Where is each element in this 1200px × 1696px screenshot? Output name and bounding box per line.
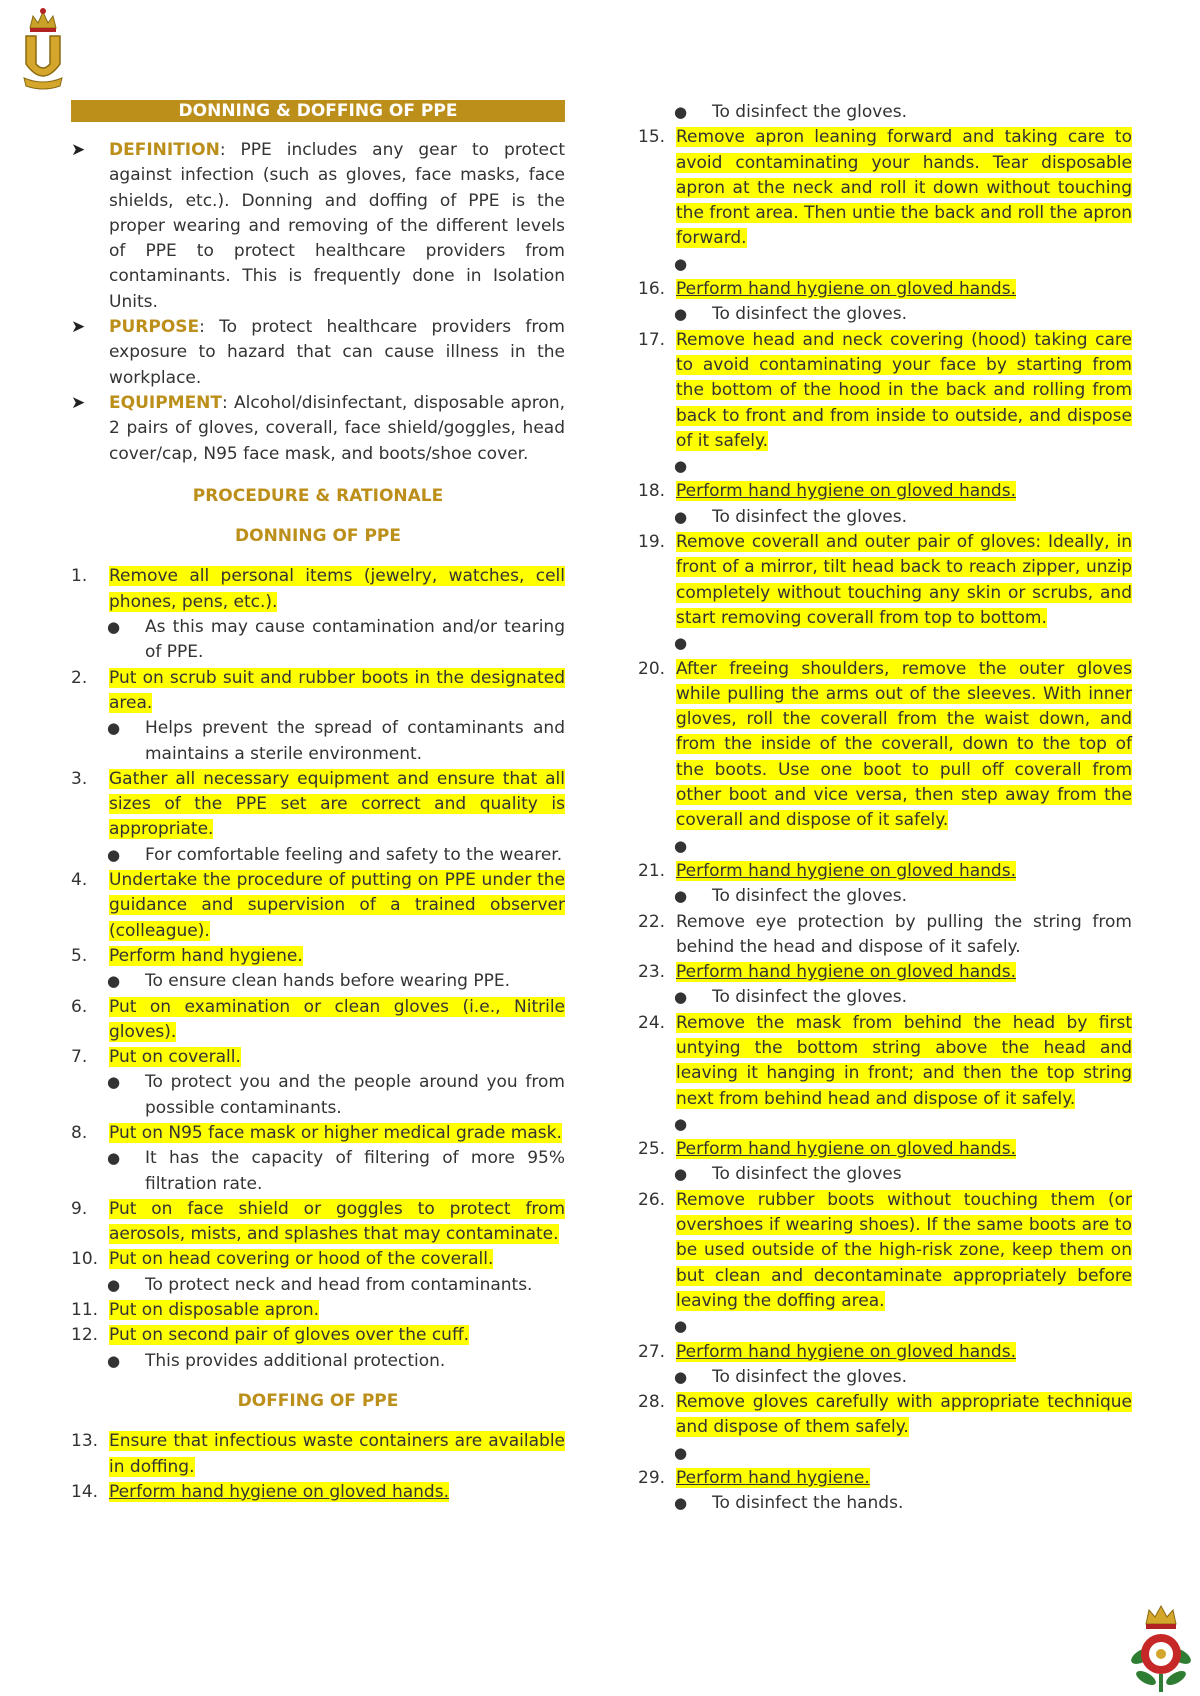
- empty-bullet: ●: [674, 1317, 688, 1336]
- definition-text: : PPE includes any gear to protect against infection (such as gloves, face masks, face shields, etc.). Donning and doffing of PPE is the proper wearing and removing of the different levels of PPE to protect healthcare providers from contaminants. This is frequently done in Isolation Units.: [109, 140, 565, 312]
- rationale-18: ● To disinfect the gloves.: [674, 506, 908, 527]
- step-6: 6. Put on examination or clean gloves (i.e., Nitrile gloves).: [71, 996, 565, 1042]
- step-3: 3. Gather all necessary equipment and ensure that all sizes of the PPE set are correct and quality is appropriate.: [71, 768, 565, 840]
- rationale-25: ● To disinfect the gloves: [674, 1164, 902, 1185]
- step-23: 23. Perform hand hygiene on gloved hands.: [638, 962, 1016, 983]
- rationale-23: ● To disinfect the gloves.: [674, 987, 908, 1008]
- arrow-bullet-icon: ➤: [71, 140, 86, 160]
- step-19: 19. Remove coverall and outer pair of gloves: Ideally, in front of a mirror, tilt head back to reach zipper, unzip completely without touching any skin or scrubs, and start removing coverall from top to bottom.: [638, 532, 1132, 628]
- step-29: 29. Perform hand hygiene.: [638, 1468, 870, 1489]
- empty-bullet: ●: [674, 634, 688, 653]
- rationale-16: ● To disinfect the gloves.: [674, 304, 908, 325]
- step-15: 15. Remove apron leaning forward and taking care to avoid contaminating your hands. Tear disposable apron at the neck and roll it down without touching the front area. Then untie the back and roll the apron forward.: [638, 127, 1132, 249]
- step-10: 10. Put on head covering or hood of the coverall.: [71, 1249, 494, 1270]
- empty-bullet: ●: [674, 836, 688, 855]
- step-24: 24. Remove the mask from behind the head by first untying the bottom string above the head and leaving it hanging in front; and then the top string next from behind head and dispose of it safely.: [638, 1012, 1132, 1109]
- empty-bullet: ●: [674, 1443, 688, 1462]
- step-12: 12. Put on second pair of gloves over the cuff.: [71, 1325, 470, 1346]
- arrow-bullet-icon: ➤: [71, 392, 86, 413]
- step-17: 17. Remove head and neck covering (hood) taking care to avoid contaminating your face by starting from the bottom of the hood in the back and rolling from back to front and from inside to outside, and dispose of it safely.: [638, 329, 1132, 451]
- step-8: 8. Put on N95 face mask or higher medical grade mask.: [71, 1122, 562, 1143]
- definition-label: DEFINITION: [109, 140, 220, 160]
- doffing-heading: DOFFING OF PPE: [237, 1390, 399, 1411]
- empty-bullet: ●: [674, 1114, 688, 1133]
- rationale-21: ● To disinfect the gloves.: [674, 886, 908, 907]
- step-26: 26. Remove rubber boots without touching them (or overshoes if wearing shoes). If the same boots are to be used outside of the high-risk zone, keep them on but clean and decontaminate appropriately before leaving the doffing area.: [638, 1189, 1132, 1311]
- equipment-text: : Alcohol/disinfectant, disposable apron, 2 pairs of gloves, coverall, face shield/goggles, head cover/cap, N95 face mask, and boots/shoe cover.: [109, 392, 565, 464]
- definition-item: [71, 138, 565, 315]
- university-crest-logo-icon: [20, 6, 66, 92]
- rationale-12: ● This provides additional protection.: [107, 1350, 446, 1371]
- rationale-29: ● To disinfect the hands.: [674, 1493, 904, 1514]
- tudor-rose-crown-emblem-icon: [1128, 1604, 1194, 1692]
- step-1: 1. Remove all personal items (jewelry, watches, cell phones, pens, etc.).: [71, 566, 565, 612]
- donning-heading: DONNING OF PPE: [235, 526, 401, 547]
- step-25: 25. Perform hand hygiene on gloved hands.: [638, 1139, 1016, 1160]
- step-14: 14. Perform hand hygiene on gloved hands.: [71, 1481, 449, 1502]
- step-5: 5. Perform hand hygiene.: [71, 945, 303, 966]
- right-column: [638, 100, 1132, 1517]
- step-27: 27. Perform hand hygiene on gloved hands.: [638, 1341, 1016, 1362]
- step-28: 28. Remove gloves carefully with appropriate technique and dispose of them safely.: [638, 1392, 1132, 1438]
- equipment-label: EQUIPMENT: [109, 392, 223, 413]
- step-18: 18. Perform hand hygiene on gloved hands.: [638, 481, 1016, 502]
- rationale-7: ● To protect you and the people around you from possible contaminants.: [107, 1072, 565, 1118]
- equipment-item: [71, 391, 565, 467]
- rationale-14: ● To disinfect the gloves.: [674, 102, 908, 122]
- empty-bullet: ●: [674, 457, 688, 476]
- purpose-item: [71, 315, 565, 391]
- step-20: 20. After freeing shoulders, remove the outer gloves while pulling the arms out of the sleeves. With inner gloves, roll the coverall from the waist down, and from the inside of the coverall, down to the top of the boots. Use one boot to pull off coverall from other boot and vice versa, then step away from the coverall and dispose of it safely.: [638, 658, 1132, 831]
- rationale-2: ● Helps prevent the spread of contaminants and maintains a sterile environment.: [107, 718, 565, 764]
- step-13: 13. Ensure that infectious waste containers are available in doffing.: [71, 1431, 565, 1477]
- step-16: 16. Perform hand hygiene on gloved hands.: [638, 279, 1016, 300]
- step-4: 4. Undertake the procedure of putting on PPE under the guidance and supervision of a trained observer (colleague).: [71, 870, 565, 941]
- arrow-bullet-icon: ➤: [71, 317, 86, 338]
- purpose-text: : To protect healthcare providers from exposure to hazard that can cause illness in the workplace.: [109, 317, 565, 388]
- purpose-label: PURPOSE: [109, 317, 200, 338]
- step-21: 21. Perform hand hygiene on gloved hands.: [638, 860, 1016, 881]
- rationale-1: ● As this may cause contamination and/or tearing of PPE.: [107, 617, 565, 663]
- step-11: 11. Put on disposable apron.: [71, 1300, 319, 1321]
- rationale-5: ● To ensure clean hands before wearing PPE.: [107, 971, 511, 992]
- procedure-heading: PROCEDURE & RATIONALE: [192, 485, 444, 506]
- step-7: 7. Put on coverall.: [71, 1047, 241, 1068]
- rationale-3: ● For comfortable feeling and safety to the wearer.: [107, 844, 563, 865]
- left-column: [71, 100, 565, 1505]
- rationale-10: ● To protect neck and head from contaminants.: [107, 1274, 533, 1295]
- rationale-8: ● It has the capacity of filtering of more 95% filtration rate.: [107, 1148, 565, 1194]
- step-9: 9. Put on face shield or goggles to protect from aerosols, mists, and splashes that may contaminate.: [71, 1198, 565, 1245]
- step-22: 22. Remove eye protection by pulling the string from behind the head and dispose of it safely.: [638, 911, 1132, 957]
- page-title: DONNING & DOFFING OF PPE: [71, 100, 565, 122]
- empty-bullet: ●: [674, 254, 688, 273]
- rationale-27: ● To disinfect the gloves.: [674, 1366, 908, 1387]
- step-2: 2. Put on scrub suit and rubber boots in the designated area.: [71, 667, 565, 713]
